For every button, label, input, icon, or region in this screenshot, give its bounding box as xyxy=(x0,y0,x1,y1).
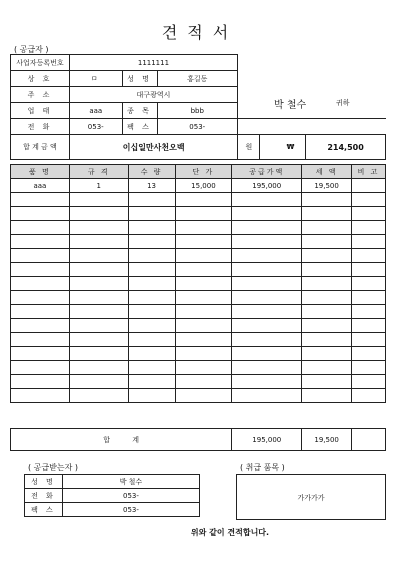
empty-table-cell xyxy=(11,333,70,347)
empty-table-row xyxy=(11,305,386,319)
handling-items-section-label: ( 취급 품목 ) xyxy=(240,463,285,472)
empty-table-row xyxy=(11,235,386,249)
empty-table-cell xyxy=(352,249,386,263)
supplier-table xyxy=(10,54,238,135)
empty-table-cell xyxy=(175,235,232,249)
recipient-table xyxy=(24,474,200,517)
company-label: 상 호 xyxy=(11,71,70,87)
empty-table-cell xyxy=(352,291,386,305)
business-item-label: 종 목 xyxy=(122,103,157,119)
empty-table-cell xyxy=(69,361,128,375)
empty-table-cell xyxy=(232,389,302,403)
empty-table-cell xyxy=(232,277,302,291)
empty-table-cell xyxy=(128,291,175,305)
table-cell: 13 xyxy=(128,179,175,193)
empty-table-cell xyxy=(302,207,352,221)
empty-table-cell xyxy=(302,193,352,207)
currency-symbol: ₩ xyxy=(276,135,306,160)
table-cell: 15,000 xyxy=(175,179,232,193)
total-amount-value: 214,500 xyxy=(306,135,386,160)
empty-table-cell xyxy=(352,263,386,277)
empty-table-cell xyxy=(11,319,70,333)
empty-table-row xyxy=(11,207,386,221)
empty-table-row xyxy=(11,375,386,389)
total-amount-korean: 이십일만사천오백 xyxy=(69,135,238,160)
empty-table-cell xyxy=(175,305,232,319)
empty-table-cell xyxy=(352,333,386,347)
empty-table-cell xyxy=(128,389,175,403)
empty-table-cell xyxy=(175,221,232,235)
empty-table-cell xyxy=(175,207,232,221)
empty-table-cell xyxy=(69,263,128,277)
empty-table-cell xyxy=(302,389,352,403)
empty-table-cell xyxy=(69,207,128,221)
items-sum-tax: 19,500 xyxy=(302,429,352,451)
empty-table-row xyxy=(11,277,386,291)
business-type-label: 업 태 xyxy=(11,103,70,119)
address-value: 대구광역시 xyxy=(69,87,237,103)
empty-table-cell xyxy=(11,263,70,277)
empty-table-cell xyxy=(175,375,232,389)
empty-table-cell xyxy=(302,221,352,235)
empty-table-cell xyxy=(128,235,175,249)
empty-table-cell xyxy=(175,263,232,277)
empty-table-cell xyxy=(302,375,352,389)
empty-table-cell xyxy=(232,291,302,305)
empty-table-cell xyxy=(302,277,352,291)
document-title: 견적서 xyxy=(161,23,239,42)
table-row xyxy=(11,179,386,193)
empty-table-cell xyxy=(11,235,70,249)
empty-table-row xyxy=(11,193,386,207)
empty-table-cell xyxy=(302,333,352,347)
empty-table-cell xyxy=(69,375,128,389)
empty-table-cell xyxy=(302,347,352,361)
items-header-cell: 규 격 xyxy=(69,165,128,179)
empty-table-row xyxy=(11,347,386,361)
empty-table-cell xyxy=(232,221,302,235)
empty-table-row xyxy=(11,389,386,403)
empty-table-row xyxy=(11,319,386,333)
empty-table-cell xyxy=(128,347,175,361)
items-header-cell: 단 가 xyxy=(175,165,232,179)
items-sum-supply: 195,000 xyxy=(232,429,302,451)
empty-table-cell xyxy=(69,221,128,235)
empty-table-cell xyxy=(69,347,128,361)
empty-table-cell xyxy=(352,221,386,235)
empty-table-cell xyxy=(302,305,352,319)
empty-table-cell xyxy=(69,305,128,319)
empty-table-cell xyxy=(69,249,128,263)
empty-table-cell xyxy=(232,207,302,221)
empty-table-row xyxy=(11,263,386,277)
empty-table-cell xyxy=(175,249,232,263)
empty-table-cell xyxy=(11,375,70,389)
empty-table-cell xyxy=(69,193,128,207)
empty-table-cell xyxy=(232,235,302,249)
empty-table-cell xyxy=(232,249,302,263)
empty-table-cell xyxy=(302,235,352,249)
empty-table-cell xyxy=(352,389,386,403)
recipient-section-label: ( 공급받는자 ) xyxy=(28,463,78,472)
table-cell: 19,500 xyxy=(302,179,352,193)
empty-table-cell xyxy=(128,277,175,291)
empty-table-cell xyxy=(352,277,386,291)
empty-table-row xyxy=(11,249,386,263)
empty-table-row xyxy=(11,361,386,375)
empty-table-cell xyxy=(128,221,175,235)
recipient-underline xyxy=(238,118,386,119)
empty-table-cell xyxy=(11,305,70,319)
empty-table-cell xyxy=(232,305,302,319)
empty-table-cell xyxy=(232,319,302,333)
items-header-cell: 세 액 xyxy=(302,165,352,179)
phone-label: 전 화 xyxy=(11,119,70,135)
empty-table-cell xyxy=(302,361,352,375)
reg-no-label: 사업자등록번호 xyxy=(11,55,70,71)
empty-table-cell xyxy=(302,291,352,305)
reg-no-value: 1111111 xyxy=(69,55,237,71)
empty-table-cell xyxy=(128,193,175,207)
recipient-phone-label: 전 화 xyxy=(25,489,63,503)
empty-table-cell xyxy=(232,263,302,277)
fax-value: 053- xyxy=(157,119,238,135)
recipient-name-value: 박 철수 xyxy=(62,475,199,489)
empty-table-cell xyxy=(11,389,70,403)
recipient-fax-value: 053- xyxy=(62,503,199,517)
empty-table-cell xyxy=(352,193,386,207)
company-value: ㅁ xyxy=(69,71,122,87)
empty-table-cell xyxy=(352,305,386,319)
empty-table-cell xyxy=(69,333,128,347)
empty-table-cell xyxy=(352,361,386,375)
empty-table-cell xyxy=(128,361,175,375)
handling-items-content: 가가가가 xyxy=(297,494,325,502)
empty-table-cell xyxy=(128,207,175,221)
table-cell: 195,000 xyxy=(232,179,302,193)
empty-table-cell xyxy=(11,249,70,263)
items-header-cell: 품 명 xyxy=(11,165,70,179)
empty-table-cell xyxy=(352,375,386,389)
empty-table-cell xyxy=(175,347,232,361)
empty-table-cell xyxy=(128,263,175,277)
empty-table-cell xyxy=(11,291,70,305)
empty-table-cell xyxy=(69,319,128,333)
business-item-value: bbb xyxy=(157,103,238,119)
empty-table-cell xyxy=(175,291,232,305)
empty-table-row xyxy=(11,291,386,305)
empty-table-cell xyxy=(232,347,302,361)
empty-table-cell xyxy=(302,319,352,333)
empty-table-cell xyxy=(128,375,175,389)
empty-table-cell xyxy=(302,263,352,277)
spacer-cell xyxy=(260,135,276,160)
empty-table-cell xyxy=(11,277,70,291)
empty-table-cell xyxy=(352,235,386,249)
empty-table-cell xyxy=(69,277,128,291)
empty-table-cell xyxy=(128,249,175,263)
phone-value: 053- xyxy=(69,119,122,135)
recipient-name-label: 성 명 xyxy=(25,475,63,489)
empty-table-cell xyxy=(352,207,386,221)
table-cell xyxy=(352,179,386,193)
empty-table-cell xyxy=(232,333,302,347)
empty-table-cell xyxy=(11,207,70,221)
recipient-fax-label: 팩 스 xyxy=(25,503,63,517)
items-sum-note xyxy=(352,429,386,451)
empty-table-cell xyxy=(352,347,386,361)
empty-table-cell xyxy=(69,389,128,403)
handling-items-box xyxy=(236,474,386,520)
name-label: 성 명 xyxy=(122,71,157,87)
items-header-row xyxy=(11,165,386,179)
total-amount-label: 합 계 금 액 xyxy=(11,135,70,160)
table-cell: 1 xyxy=(69,179,128,193)
empty-table-cell xyxy=(11,347,70,361)
empty-table-cell xyxy=(175,361,232,375)
name-value: 홍길동 xyxy=(157,71,238,87)
items-sum-table xyxy=(10,428,386,451)
empty-table-cell xyxy=(302,249,352,263)
empty-table-cell xyxy=(69,235,128,249)
empty-table-row xyxy=(11,333,386,347)
empty-table-cell xyxy=(175,193,232,207)
won-label: 원 xyxy=(238,135,260,160)
fax-label: 팩 스 xyxy=(122,119,157,135)
recipient-phone-value: 053- xyxy=(62,489,199,503)
empty-table-cell xyxy=(11,193,70,207)
empty-table-cell xyxy=(232,375,302,389)
empty-table-cell xyxy=(11,361,70,375)
items-header-cell: 수 량 xyxy=(128,165,175,179)
empty-table-cell xyxy=(11,221,70,235)
empty-table-cell xyxy=(69,291,128,305)
supplier-section-label: ( 공급자 ) xyxy=(14,45,49,54)
business-type-value: aaa xyxy=(69,103,122,119)
address-label: 주 소 xyxy=(11,87,70,103)
empty-table-cell xyxy=(175,277,232,291)
closing-text: 위와 같이 견적합니다. xyxy=(190,528,270,537)
items-header-cell: 공급가액 xyxy=(232,165,302,179)
items-header-cell: 비 고 xyxy=(352,165,386,179)
empty-table-cell xyxy=(352,319,386,333)
items-table xyxy=(10,164,386,403)
recipient-suffix: 귀하 xyxy=(336,99,350,107)
empty-table-cell xyxy=(175,333,232,347)
total-amount-table xyxy=(10,134,386,160)
empty-table-row xyxy=(11,221,386,235)
empty-table-cell xyxy=(175,319,232,333)
table-cell: aaa xyxy=(11,179,70,193)
empty-table-cell xyxy=(232,361,302,375)
empty-table-cell xyxy=(232,193,302,207)
empty-table-cell xyxy=(175,389,232,403)
empty-table-cell xyxy=(128,319,175,333)
empty-table-cell xyxy=(128,305,175,319)
recipient-name-header: 박 철수 xyxy=(274,100,307,111)
items-sum-label: 합 계 xyxy=(11,429,232,451)
empty-table-cell xyxy=(128,333,175,347)
